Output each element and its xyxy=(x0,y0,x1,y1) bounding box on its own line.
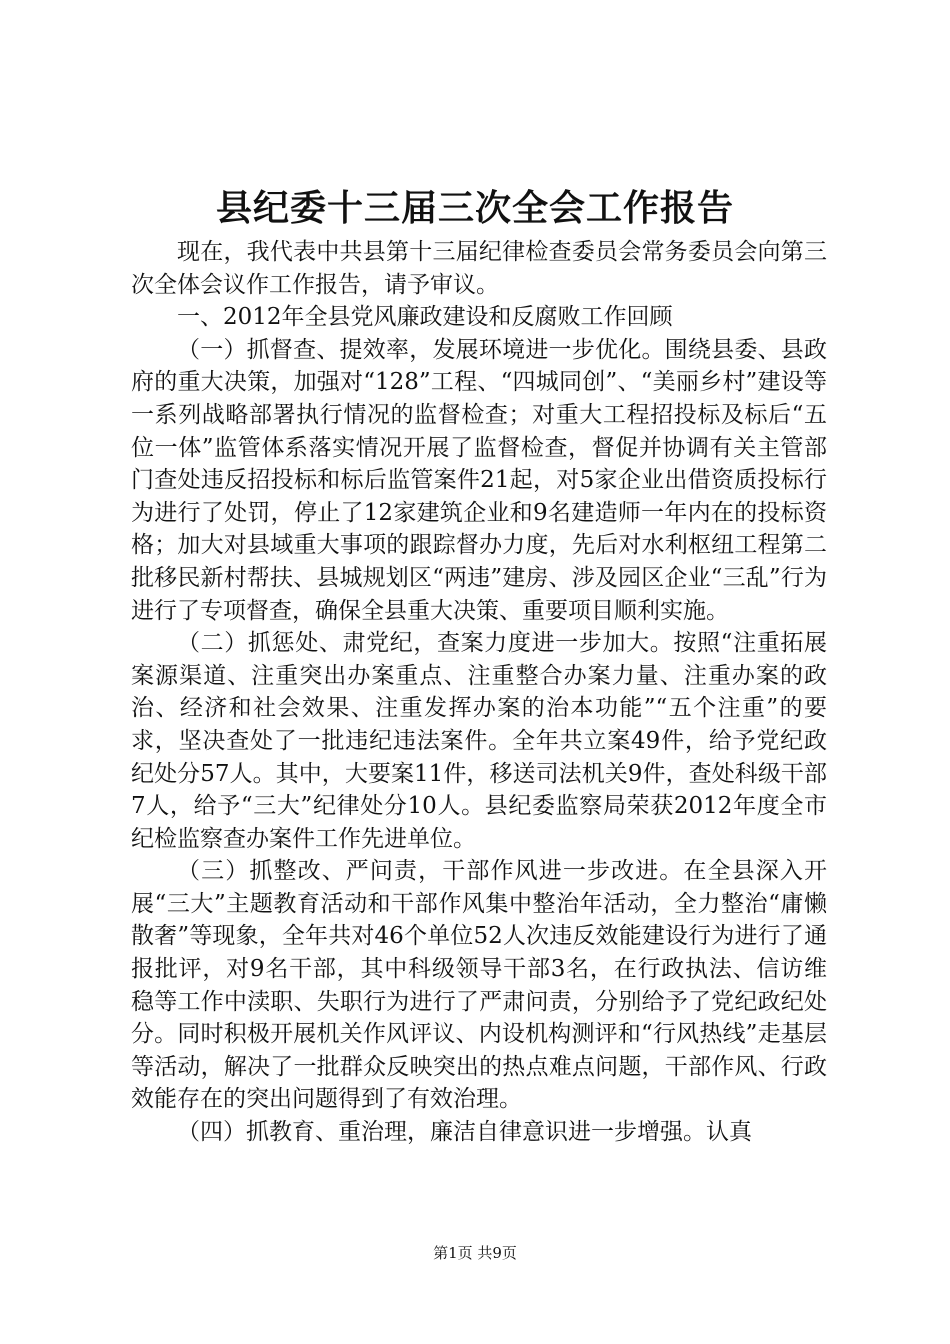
paragraph-punishment: （二）抓惩处、肃党纪，查案力度进一步加大。按照“注重拓展案源渠道、注重突出办案重点、注重整合办案力量、注重办案的政治、经济和社会效果、注重发挥办案的治本功能”“五个注重”的要求，坚决查处了一批违纪违法案件。全年共立案49件，给予党纪政纪处分57人。其中，大要案11件，移送司法机关9件，查处科级干部7人，给予“三大”纪律处分10人。县纪委监察局荣获2012年度全市纪检监察查办案件工作先进单位。 xyxy=(131,630,827,852)
document-body xyxy=(131,236,827,1149)
section-heading: 一、2012年全县党风廉政建设和反腐败工作回顾 xyxy=(177,304,673,331)
document-title: 县纪委十三届三次全会工作报告 xyxy=(215,187,734,229)
paragraph-education: （四）抓教育、重治理，廉洁自律意识进一步增强。认真 xyxy=(177,1119,752,1146)
paragraph-supervision: （一）抓督查、提效率，发展环境进一步优化。围绕县委、县政府的重大决策，加强对“128”工程、“四城同创”、“美丽乡村”建设等一系列战略部署执行情况的监督检查；对重大工程招投标及标后“五位一体”监管体系落实情况开展了监督检查，督促并协调有关主管部门查处违反招投标和标后监管案件21起，对5家企业出借资质投标行为进行了处罚，停止了12家建筑企业和9名建造师一年内在的投标资格；加大对县域重大事项的跟踪督办力度，先后对水利枢纽工程第二批移民新村帮扶、县城规划区“两违”建房、涉及园区企业“三乱”行为进行了专项督查，确保全县重大决策、重要项目顺利实施。 xyxy=(131,336,827,624)
paragraph-rectification: （三）抓整改、严问责，干部作风进一步改进。在全县深入开展“三大”主题教育活动和干部作风集中整治年活动，全力整治“庸懒散奢”等现象，全年共对46个单位52人次违反效能建设行为进行了通报批评，对9名干部，其中科级领导干部3名，在行政执法、信访维稳等工作中渎职、失职行为进行了严肃问责，分别给予了党纪政纪处分。同时积极开展机关作风评议、内设机构测评和“行风热线”走基层等活动，解决了一批群众反映突出的热点难点问题，干部作风、行政效能存在的突出问题得到了有效治理。 xyxy=(131,858,827,1113)
intro-paragraph: 现在，我代表中共县第十三届纪律检查委员会常务委员会向第三次全体会议作工作报告，请予审议。 xyxy=(131,239,827,298)
page-indicator: 第1页 共9页 xyxy=(433,1244,517,1262)
